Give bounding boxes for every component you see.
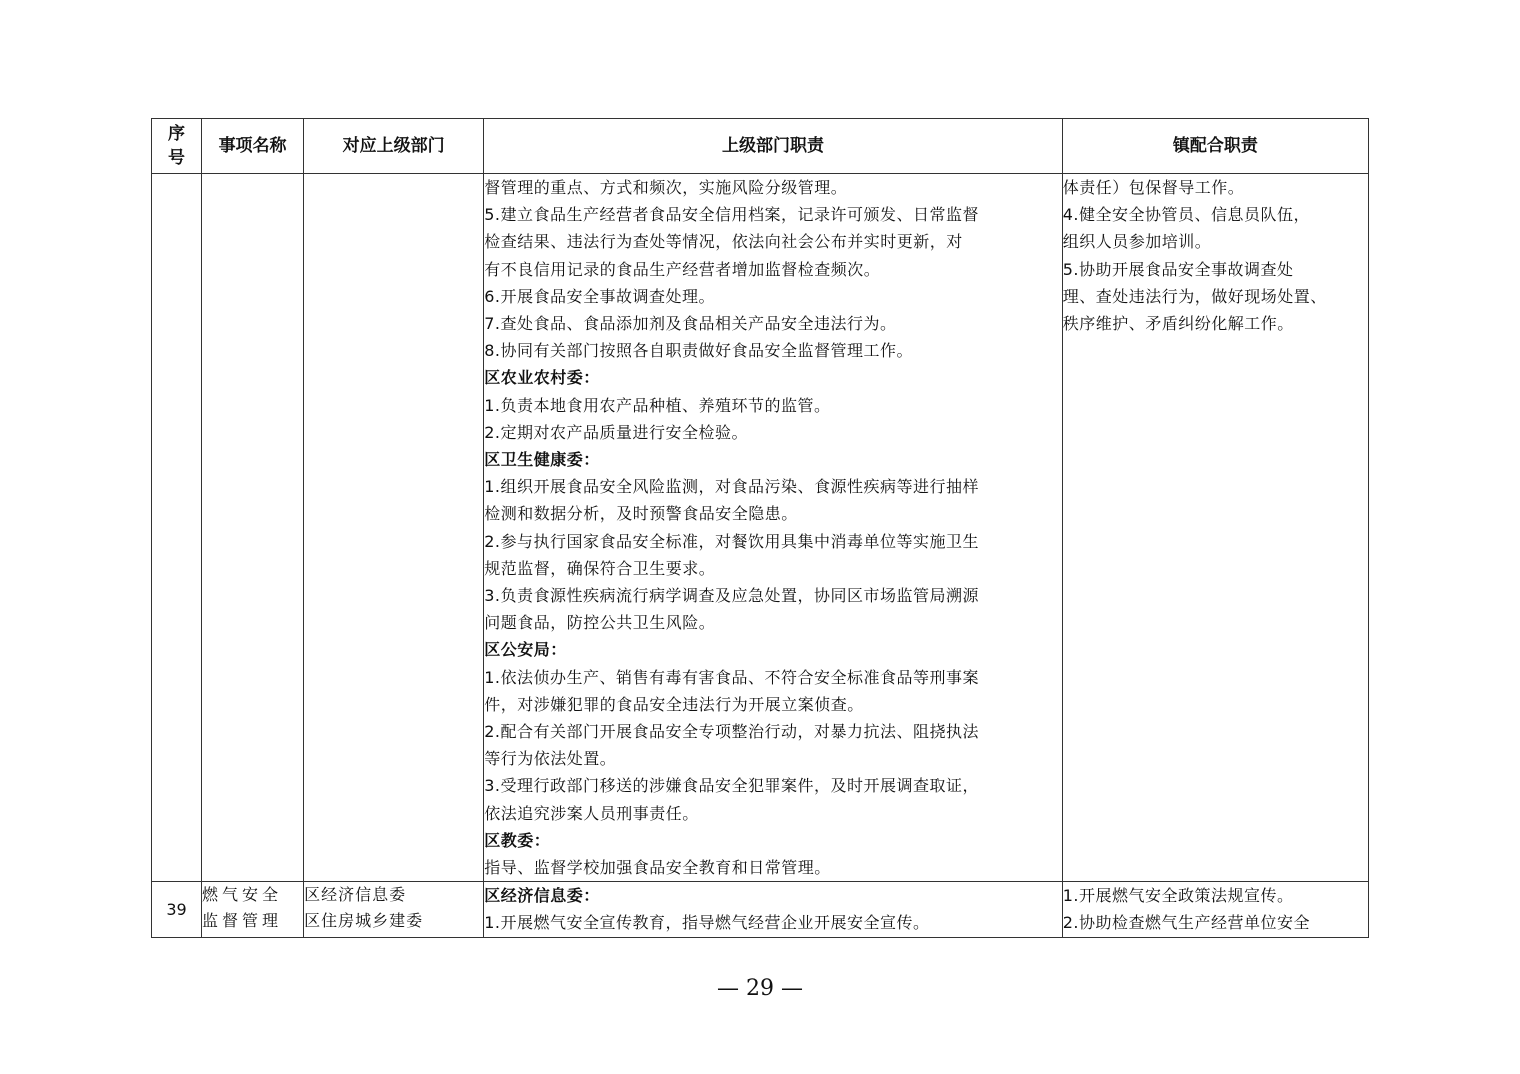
duty-line: 指导、监督学校加强食品安全教育和日常管理。: [484, 858, 831, 878]
duty-line: 3.负责食源性疾病流行病学调查及应急处置，协同区市场监管局溯源: [484, 586, 980, 606]
duty-line: 1.依法侦办生产、销售有毒有害食品、不符合安全标准食品等刑事案: [484, 667, 980, 687]
duty-line: 2.协助检查燃气生产经营单位安全: [1062, 913, 1310, 933]
table-header-row: [152, 119, 1369, 174]
department-heading: 区经济信息委：: [484, 886, 600, 906]
duty-line: 6.开展食品安全事故调查处理。: [484, 286, 716, 306]
town-duties-cell: [1062, 882, 1368, 937]
duty-line: 有不良信用记录的食品生产经营者增加监督检查频次。: [484, 259, 881, 279]
duty-line: 3.受理行政部门移送的涉嫌食品安全犯罪案件，及时开展调查取证，: [484, 776, 980, 796]
serial-cell: 39: [152, 882, 202, 937]
duty-line: 问题食品，防控公共卫生风险。: [484, 613, 716, 633]
duty-line: 燃气安全: [202, 885, 283, 905]
duty-line: 规范监督，确保符合卫生要求。: [484, 558, 716, 578]
duty-table: [151, 118, 1369, 938]
upper-duties-cell: [484, 174, 1062, 882]
item-name-cell: [202, 174, 304, 882]
header-item-name: 事项名称: [202, 119, 304, 174]
duty-line: 件，对涉嫌犯罪的食品安全违法行为开展立案侦查。: [484, 694, 864, 714]
duty-line: 5.协助开展食品安全事故调查处: [1062, 259, 1294, 279]
duty-line: 依法追究涉案人员刑事责任。: [484, 803, 699, 823]
duty-line: 7.查处食品、食品添加剂及食品相关产品安全违法行为。: [484, 314, 897, 334]
duty-line: 督管理的重点、方式和频次，实施风险分级管理。: [484, 178, 848, 197]
header-town-duties: 镇配合职责: [1062, 119, 1368, 174]
town-duties-cell: [1062, 174, 1368, 882]
duty-line: 2.定期对农产品质量进行安全检验。: [484, 422, 749, 442]
duty-line: 体责任）包保督导工作。: [1062, 178, 1245, 197]
department-cell: [304, 174, 484, 882]
duty-line: 检查结果、违法行为查处等情况，依法向社会公布并实时更新，对: [484, 232, 963, 252]
serial-cell: [152, 174, 202, 882]
table-row: [152, 882, 1369, 937]
upper-duties-cell: [484, 882, 1062, 937]
department-heading: 区农业农村委：: [484, 368, 600, 388]
duty-line: 1.负责本地食用农产品种植、养殖环节的监管。: [484, 395, 831, 415]
page-number: — 29 —: [717, 976, 803, 1001]
department-cell: [304, 882, 484, 937]
department-heading: 区公安局：: [484, 640, 567, 660]
duty-line: 2.配合有关部门开展食品安全专项整治行动，对暴力抗法、阻挠执法: [484, 722, 980, 742]
header-upper-department: 对应上级部门: [304, 119, 484, 174]
duty-line: 2.参与执行国家食品安全标准，对餐饮用具集中消毒单位等实施卫生: [484, 531, 980, 551]
header-upper-duties: 上级部门职责: [484, 119, 1062, 174]
duty-line: 理、查处违法行为，做好现场处置、: [1062, 286, 1327, 306]
duty-line: 1.开展燃气安全宣传教育，指导燃气经营企业开展安全宣传。: [484, 913, 930, 933]
duty-line: 4.健全安全协管员、信息员队伍，: [1062, 205, 1310, 225]
duty-line: 等行为依法处置。: [484, 749, 617, 769]
department-heading: 区教委：: [484, 830, 551, 850]
department-heading: 区卫生健康委：: [484, 450, 600, 470]
duty-line: 区住房城乡建委: [304, 911, 424, 931]
duty-line: 检测和数据分析，及时预警食品安全隐患。: [484, 504, 798, 524]
duty-line: 1.开展燃气安全政策法规宣传。: [1062, 886, 1294, 906]
duty-line: 5.建立食品生产经营者食品安全信用档案，记录许可颁发、日常监督: [484, 205, 980, 225]
duty-line: 秩序维护、矛盾纠纷化解工作。: [1062, 314, 1294, 334]
duty-line: 8.协同有关部门按照各自职责做好食品安全监督管理工作。: [484, 341, 914, 361]
table-row: [152, 174, 1369, 882]
header-serial-number: 序 号: [152, 119, 202, 174]
duty-line: 监督管理: [202, 911, 283, 931]
item-name-cell: [202, 882, 304, 937]
duty-line: 1.组织开展食品安全风险监测，对食品污染、食源性疾病等进行抽样: [484, 477, 980, 497]
duty-line: 组织人员参加培训。: [1062, 232, 1212, 252]
duty-line: 区经济信息委: [304, 885, 407, 905]
